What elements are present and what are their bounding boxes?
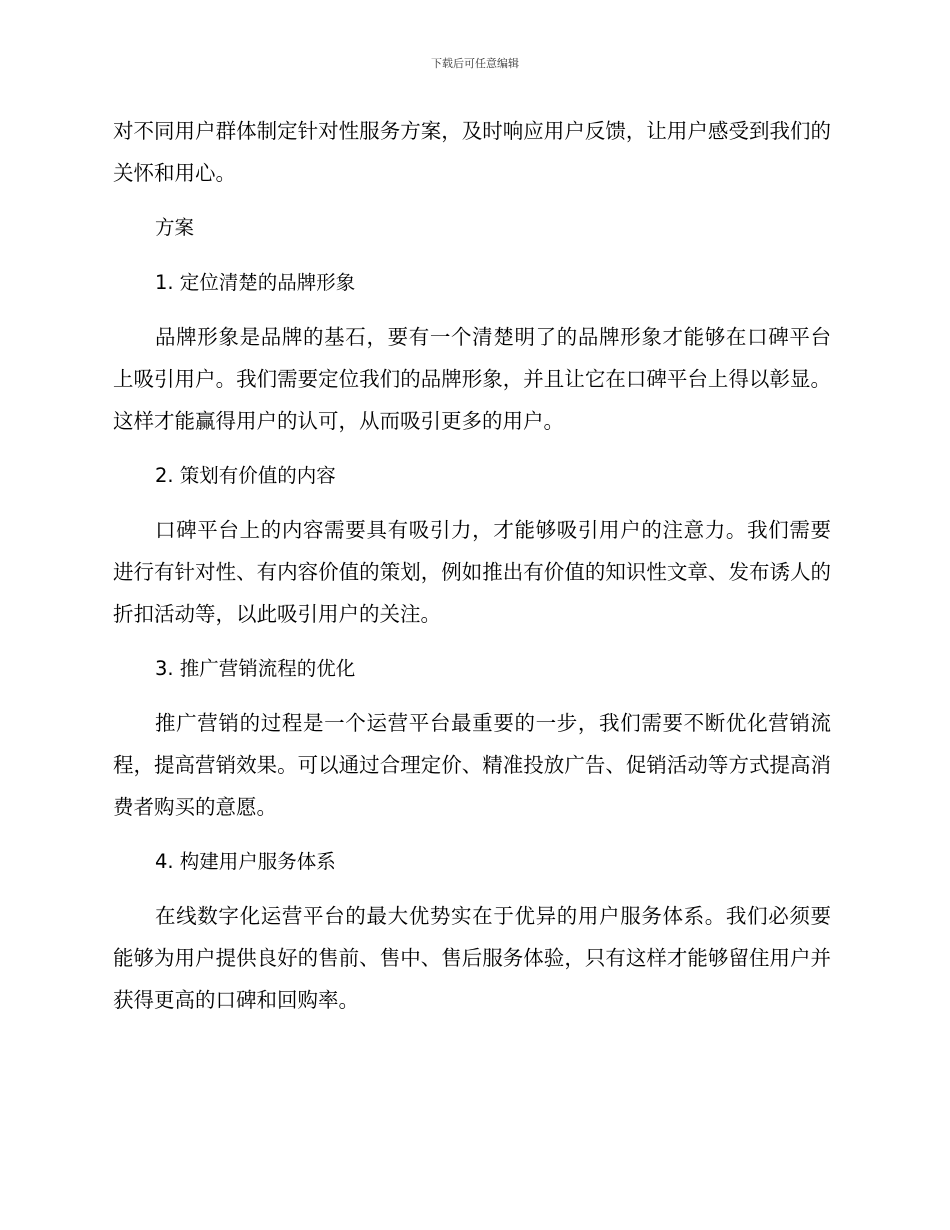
section-body: 推广营销的过程是一个运营平台最重要的一步，我们需要不断优化营销流程，提高营销效果。可以通过合理定价、精准投放广告、促销活动等方式提高消费者购买的意愿。 bbox=[113, 711, 831, 819]
page-header: 下载后可任意编辑 bbox=[431, 57, 519, 70]
section-2 bbox=[113, 455, 831, 635]
section-body: 口碑平台上的内容需要具有吸引力，才能够吸引用户的注意力。我们需要进行有针对性、有内容价值的策划，例如推出有价值的知识性文章、发布诱人的折扣活动等，以此吸引用户的关注。 bbox=[113, 518, 831, 626]
document-body bbox=[113, 110, 831, 1021]
section-heading: 3. 推广营销流程的优化 bbox=[155, 657, 356, 680]
section-3 bbox=[113, 648, 831, 828]
section-4 bbox=[113, 841, 831, 1021]
section-heading: 4. 构建用户服务体系 bbox=[155, 850, 336, 873]
section-body: 在线数字化运营平台的最大优势实在于优异的用户服务体系。我们必须要能够为用户提供良好的售前、售中、售后服务体验，只有这样才能够留住用户并获得更高的口碑和回购率。 bbox=[113, 904, 831, 1012]
intro-paragraph: 对不同用户群体制定针对性服务方案，及时响应用户反馈，让用户感受到我们的关怀和用心。 bbox=[113, 119, 831, 185]
section-title: 方案 bbox=[155, 216, 195, 239]
section-heading: 1. 定位清楚的品牌形象 bbox=[155, 271, 356, 294]
section-heading: 2. 策划有价值的内容 bbox=[155, 464, 336, 487]
section-body: 品牌形象是品牌的基石，要有一个清楚明了的品牌形象才能够在口碑平台上吸引用户。我们需要定位我们的品牌形象，并且让它在口碑平台上得以彰显。这样才能赢得用户的认可，从而吸引更多的用户。 bbox=[113, 325, 831, 433]
section-1 bbox=[113, 262, 831, 442]
